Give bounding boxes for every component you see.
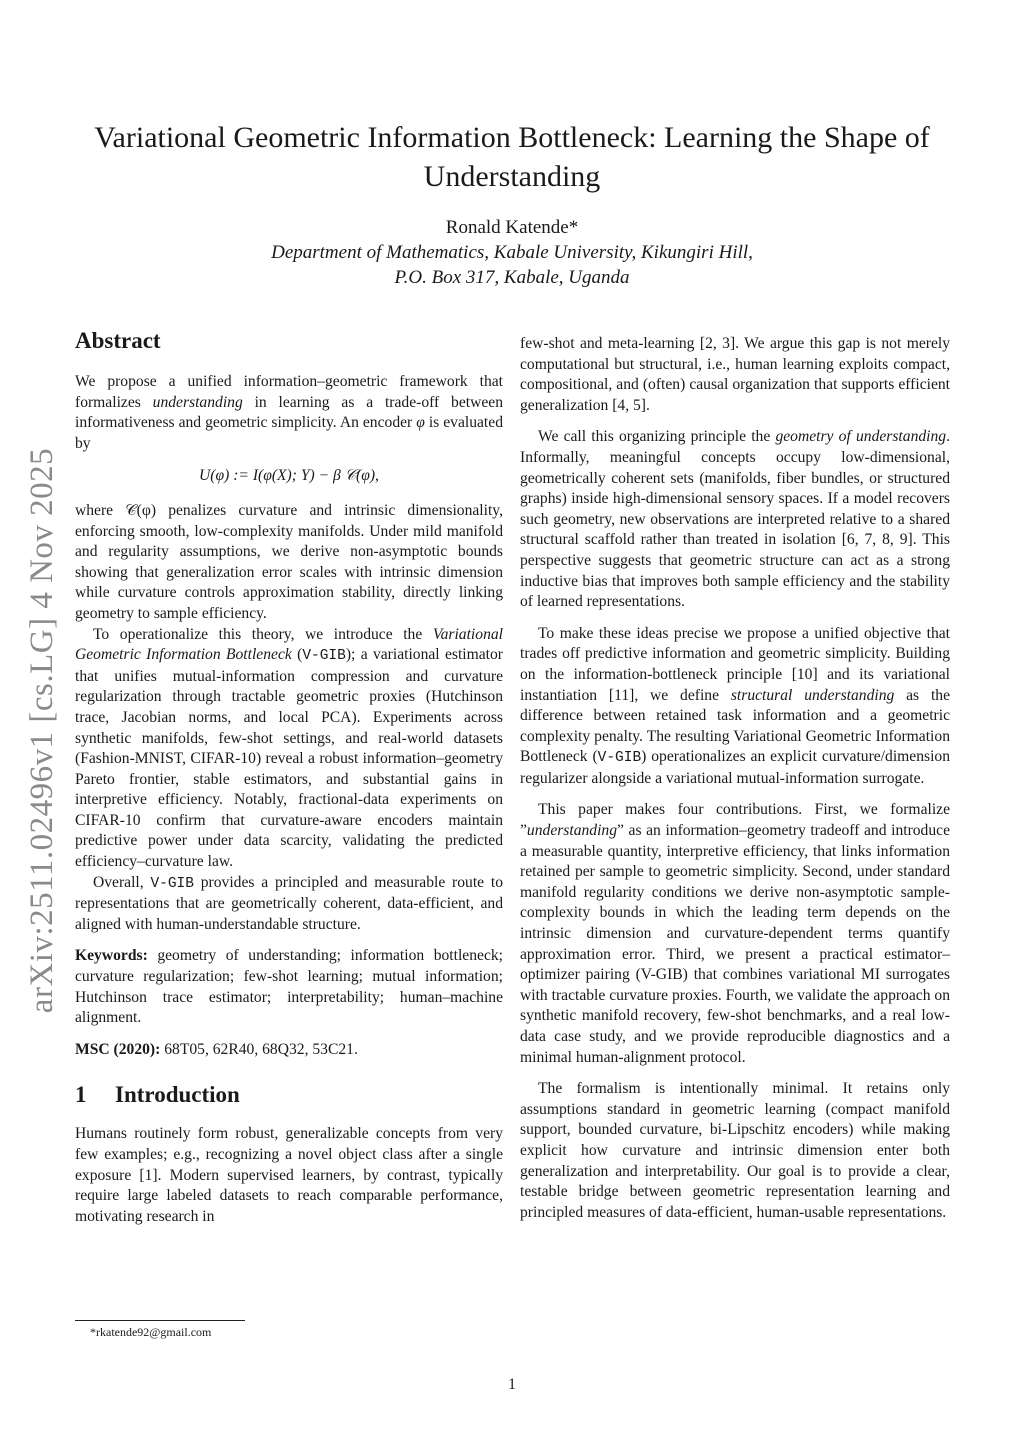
arxiv-stamp	[8, 430, 78, 1030]
intro-paragraph-4: This paper makes four contributions. First, we formalize ”understanding” as an information–geometry tradeoff and introduce a measurable quantity, interpretive efficiency, that links information retained per sample to geometric simplicity. Second, under standard manifold regularity conditions we derive non-asymptotic sample-complexity bounds in which the leading term depends on the intrinsic dimension and curvature-dependent terms quantify approximation error. Third, we present a practical estimator–optimizer pairing (V-GIB) that combines variational MI surrogates with tractable curvature proxies. Fourth, we validate the approach on synthetic manifold recovery, few-shot benchmarks, and a real low-data case study, and we provide reproducible diagnostics and a minimal human-alignment protocol.	[520, 801, 950, 1066]
msc-label: MSC (2020):	[75, 1040, 161, 1058]
affiliation-line-2: P.O. Box 317, Kabale, Uganda	[394, 267, 630, 288]
objective-equation: U(φ) := I(φ(X); Y) − β 𝒞(φ),	[199, 467, 379, 485]
keywords: Keywords: geometry of understanding; information bottleneck; curvature regularization; few-shot learning; mutual information; Hutchinson trace estimator; interpretability; human–machine alignment.	[75, 947, 503, 1027]
author-name: Ronald Katende*	[445, 217, 579, 238]
footnote-divider	[75, 1320, 245, 1321]
introduction-heading: 1 Introduction	[75, 1082, 240, 1108]
arxiv-id: arXiv:2511.02496v1 [cs.LG] 4 Nov 2025	[24, 447, 61, 1013]
right-column	[520, 334, 950, 1223]
msc-classification: MSC (2020): 68T05, 62R40, 68Q32, 53C21.	[75, 1040, 358, 1058]
intro-paragraph-3: To make these ideas precise we propose a unified objective that trades off predictive information and geometric simplicity. Building on the information-bottleneck principle [10] and its variational instantiation [11], we define structural understanding as the difference between retained task information and a geometric complexity penalty. The resulting Variational Geometric Information Bottleneck (V-GIB) operationalizes an explicit curvature/dimension regularizer alongside a variational mutual-information surrogate.	[520, 624, 951, 787]
intro-paragraph-2: We call this organizing principle the geometry of understanding. Informally, meaningful concepts occupy low-dimensional, geometrically coherent sets (manifolds, fiber bundles, or structured graphs) inside high-dimensional sensory spaces. If a model recovers such geometry, new observations are interpreted relative to a shared structural scaffold rather than treated in isolation [6, 7, 8, 9]. This perspective suggests that geometric structure can act as a strong inductive bias that improves both sample efficiency and the stability of learned representations.	[520, 428, 950, 611]
page-number: 1	[508, 1376, 516, 1393]
left-column	[75, 326, 503, 1227]
intro-paragraph-1-continued: few-shot and meta-learning [2, 3]. We argue this gap is not merely computational but structural, i.e., human learning exploits compact, compositional, and (often) causal organization that supports efficient generalization [4, 5].	[520, 335, 950, 414]
abstract-paragraph-2: where 𝒞(φ) penalizes curvature and intrinsic dimensionality, enforcing smooth, low-complexity manifolds. Under mild manifold and regularity assumptions, we derive non-asymptotic bounds showing that generalization error scales with intrinsic dimension while curvature controls approximation stability, directly linking geometry to sample efficiency.	[75, 501, 503, 622]
author-affiliation	[80, 240, 944, 290]
affiliation-line-1: Department of Mathematics, Kabale University, Kikungiri Hill,	[271, 242, 753, 263]
intro-paragraph-5: The formalism is intentionally minimal. It retains only assumptions standard in geometric learning (compact manifold support, bounded curvature, bi-Lipschitz encoders) while making explicit how curvature and intrinsic dimension enter both generalization and interpretability. Our goal is to provide a clear, testable bridge between geometric representation learning and principled measures of data-efficient, human-usable representations.	[520, 1080, 950, 1221]
abstract-heading: Abstract	[75, 328, 161, 353]
keywords-label: Keywords:	[75, 947, 148, 965]
paper-title: Variational Geometric Information Bottleneck: Learning the Shape of Understanding	[94, 121, 930, 193]
abstract-paragraph-3: To operationalize this theory, we introduce the Variational Geometric Information Bottleneck (V-GIB); a variational estimator that unifies mutual-information compression and curvature regularization through tractable geometric proxies (Hutchinson trace, Jacobian norms, and local PCA). Experiments across synthetic manifolds, few-shot settings, and real-world datasets (Fashion-MNIST, CIFAR-10) reveal a robust information–geometry Pareto frontier, stable estimators, and substantial gains in interpretive efficiency. Notably, fractional-data experiments on CIFAR-10 confirm that curvature-aware encoders maintain predictive power under data scarcity, validating the predicted efficiency–curvature law.	[75, 625, 503, 871]
intro-paragraph-1: Humans routinely form robust, generalizable concepts from very few examples; e.g., recognizing a novel object class after a single exposure [1]. Modern supervised learners, by contrast, typically require large labeled datasets to reach comparable performance, motivating research in	[75, 1125, 503, 1225]
abstract-paragraph-4: Overall, V-GIB provides a principled and measurable route to representations that are geometrically coherent, data-efficient, and aligned with human-understandable structure.	[75, 873, 503, 933]
author-email-footnote: *rkatende92@gmail.com	[90, 1325, 212, 1339]
abstract-paragraph-1: We propose a unified information–geometric framework that formalizes understanding in learning as a trade-off between informativeness and geometric simplicity. An encoder φ is evaluated by	[75, 373, 503, 452]
